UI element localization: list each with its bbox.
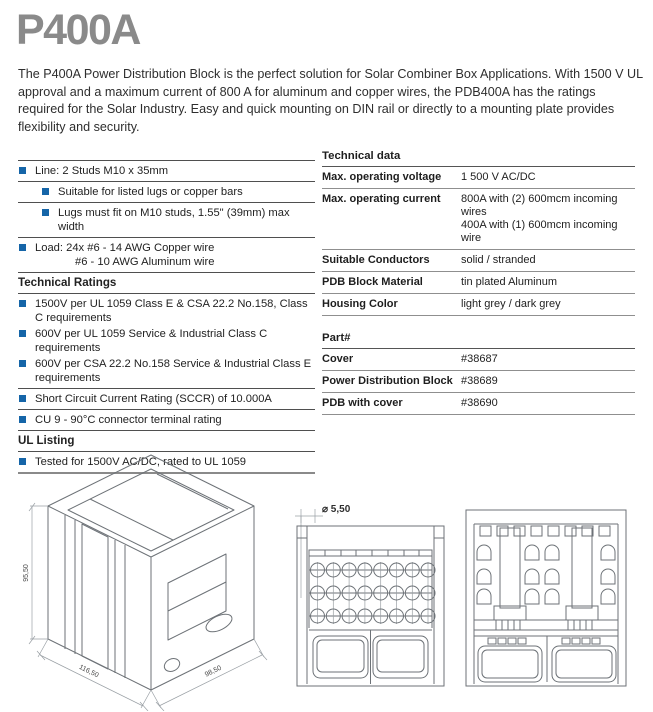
page-title: P400A [16, 6, 140, 54]
iso-height-dimension: 95,50 [23, 564, 30, 582]
row-value-line1: 800A with (2) 600mcm incoming wires [461, 193, 618, 218]
bullet-square-icon [19, 330, 26, 337]
row-value [461, 193, 635, 245]
spec-tables [322, 149, 635, 415]
row-value: #38687 [461, 353, 498, 365]
bullet-square-icon [19, 416, 26, 423]
row-value: 1 500 V AC/DC [461, 171, 536, 183]
row-label: Power Distribution Block [322, 375, 453, 387]
rating-group-voltage [18, 293, 315, 388]
side-view-drawing [462, 498, 632, 694]
row-label: Max. operating current [322, 193, 441, 205]
rating-text: CU 9 - 90°C connector terminal rating [35, 413, 222, 426]
row-value: light grey / dark grey [461, 298, 561, 310]
feature-item-lug-width [18, 202, 315, 237]
feature-text: Line: 2 Studs M10 x 35mm [35, 164, 169, 177]
row-value: tin plated Aluminum [461, 276, 557, 288]
row-value: #38690 [461, 397, 498, 409]
bullet-square-icon [19, 244, 26, 251]
table-row [322, 189, 635, 250]
table-header-part-number: Part# [322, 331, 635, 349]
table-row [322, 167, 635, 189]
row-value: #38689 [461, 375, 498, 387]
table-row [322, 371, 635, 393]
feature-item-line [18, 160, 315, 181]
iso-width-dimension: 116,50 [77, 663, 100, 680]
row-label: Suitable Conductors [322, 254, 430, 266]
feature-text-line2: #6 - 10 AWG Aluminum wire [75, 255, 215, 268]
section-header-ul-listing: UL Listing [18, 430, 315, 451]
ul-listing-text: Tested for 1500V AC/DC, rated to UL 1059 [35, 455, 247, 468]
row-label: Housing Color [322, 298, 398, 310]
row-label: Cover [322, 353, 354, 365]
row-label: PDB with cover [322, 397, 403, 409]
iso-depth-dimension: 98,50 [203, 664, 223, 679]
row-label: PDB Block Material [322, 276, 423, 288]
bullet-square-icon [42, 188, 49, 195]
bullet-square-icon [19, 395, 26, 402]
isometric-drawing [20, 443, 286, 711]
row-label: Max. operating voltage [322, 171, 442, 183]
table-row [322, 250, 635, 272]
feature-list [18, 160, 315, 474]
hole-diameter-dimension: ⌀ 5,50 [322, 504, 351, 515]
product-description: The P400A Power Distribution Block is the perfect solution for Solar Combiner Box Applications. With 1500 V UL approval and a maximum current of 800 A for aluminum and copper wires, the PDB400A has the ratings required for the Solar Industry. Easy and quick mounting on DIN rail or directly to a mounting plate provides flexibility and security. [18, 67, 643, 134]
table-row [322, 272, 635, 294]
feature-item-lugs [18, 181, 315, 202]
front-view-drawing [293, 498, 448, 694]
table-header-technical-data: Technical data [322, 149, 635, 167]
row-value-line2: 400A with (1) 600mcm incoming wire [461, 219, 618, 244]
table-row [322, 349, 635, 371]
bullet-square-icon [19, 167, 26, 174]
feature-text: Load: 24x #6 - 14 AWG Copper wire [35, 241, 215, 254]
rating-text: 1500V per UL 1059 Class E & CSA 22.2 No.158, Class C requirements [35, 297, 308, 324]
rating-item-sccr [18, 388, 315, 409]
table-row [322, 294, 635, 316]
bullet-square-icon [42, 209, 49, 216]
feature-text: Lugs must fit on M10 studs, 1.55" (39mm) max width [58, 206, 290, 233]
rating-text: 600V per UL 1059 Service & Industrial Class C requirements [35, 327, 268, 354]
bullet-square-icon [19, 360, 26, 367]
rating-text: Short Circuit Current Rating (SCCR) of 10.000A [35, 392, 272, 405]
bullet-square-icon [19, 300, 26, 307]
feature-text: Suitable for listed lugs or copper bars [58, 185, 243, 198]
section-header-technical-ratings: Technical Ratings [18, 272, 315, 293]
feature-item-load [18, 237, 315, 272]
rating-text: 600V per CSA 22.2 No.158 Service & Industrial Class E requirements [35, 357, 312, 384]
table-row [322, 393, 635, 415]
rating-item-cu [18, 409, 315, 430]
row-value: solid / stranded [461, 254, 536, 266]
